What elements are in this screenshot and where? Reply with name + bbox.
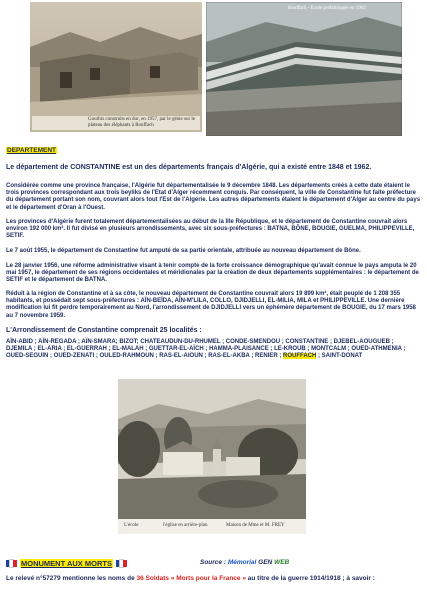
- french-flag-icon: [116, 560, 127, 567]
- intro-paragraph: [6, 164, 421, 172]
- photo-gourbis: [30, 2, 202, 132]
- source-memorial-link[interactable]: Mémorial: [227, 559, 257, 566]
- source-gen: GEN: [256, 559, 273, 566]
- source-credit: [200, 559, 289, 566]
- source-web: WEB: [272, 559, 290, 566]
- footer-text-end: au titre de la guerre 1914/1918 ; à savoir :: [245, 575, 375, 582]
- photo-caption: Gourbis construits en dur, en 1957, par le génie sur le plateau des éléphants à Rouffach: [88, 117, 195, 128]
- footer-soldiers-count: 36 Soldats « Morts pour la France »: [136, 575, 246, 582]
- footer-text: Le relevé n°57279 mentionne les noms de: [6, 575, 137, 582]
- photo-caption-ecole: L'école: [124, 523, 139, 528]
- paragraph-history-4: Le 28 janvier 1956, une réforme administrative visant à tenir compte de la forte croissance démographique qu'avait connue le pays amputa le 20 mai 1957, le département de ses régions occidentales et méridionales par la création de deux départements supplémentaires : le département de SETIF et le département de BATNA.: [6, 263, 419, 284]
- monument-title: MONUMENT AUX MORTS: [21, 559, 112, 568]
- paragraph-history-3: Le 7 août 1955, le département de Constantine fut amputé de sa partie orientale, attribuée au nouveau département de Bône.: [6, 248, 361, 254]
- photo-caption-maison: Maison de Mme et M. FREY: [226, 523, 285, 528]
- monument-heading: [6, 559, 127, 568]
- arrondissement-heading: [6, 327, 421, 335]
- paragraph-history-5: Réduit à la région de Constantine et à sa côte, le nouveau département de Constantine couvrait alors 19 899 km², était peuplé de 1 208 355 habitants, et possédait sept sous-préfectures : AÏN-BEÏDA, AÏN-M'LILA, COLLO, DJIDJELLI, EL-MILIA, MILA et PHILIPPEVILLE. Une dernière modification lui fit perdre temporairement au Nord, l'arrondissement de DJIDJELLI vers un éphémère département de BOUGIE, du 17 mars 1958 au 7 novembre 1959.: [6, 291, 416, 319]
- intro-constantine: CONSTANTINE: [70, 164, 121, 171]
- photo-caption: Rouffach - Ecole préfabriquée en 1962: [288, 6, 366, 11]
- paragraph-history-2: Les provinces d'Algérie furent totalement départementalisées au début de la IIIe République, et le département de Constantine couvrait alors environ 192 000 km². Il fut divisé en plusieurs arrondissements, avec six sous-préfectures : BATNA, BÔNE, BOUGIE, GUELMA, PHILIPPEVILLE, SETIF.: [6, 219, 415, 240]
- intro-text-end: est un des départements français d'Algérie, qui a existé entre 1848 et 1962.: [120, 164, 372, 171]
- arrondissement-suffix: comprenait 25 localités :: [118, 327, 202, 334]
- french-flag-icon: [6, 560, 17, 567]
- footer-paragraph: [6, 575, 421, 583]
- intro-text: Le département de: [6, 164, 71, 171]
- section-title-departement: DEPARTEMENT: [7, 147, 56, 154]
- photo-caption-eglise: l'église en arrière-plan: [163, 523, 208, 528]
- photo-village: [118, 379, 306, 534]
- arrondissement-title: L'Arrondissement de Constantine: [6, 327, 119, 334]
- locality-rouffach: ROUFFACH: [282, 353, 317, 360]
- photo-ecole-prefabriquee: [206, 2, 402, 136]
- paragraph-history-1: Considérée comme une province française, l'Algérie fut départementalisée le 9 décembre 1848. Les départements créés à cette date étaient le trois provinces correspondant aux trois beyliks de l'Etat d'Alger récemment conquis. Par conséquent, la ville de Constantine fut faite préfecture du département portant son nom, couvrant alors tout l'Est de l'Algérie. Les autres départements étaient le département d'Alger au centre du pays et le département d'Oran à l'Ouest.: [6, 183, 421, 211]
- source-label: Source :: [200, 559, 228, 566]
- localities-list: [6, 339, 421, 361]
- localities-text-end: ; SAINT-DONAT: [316, 353, 363, 360]
- localities-text: AÏN-ABID ; AÏN-REGADA ; AÏN-SMARA; BIZOT; CHATEAUDUN-DU-RHUMEL ; CONDE-SMENDOU ; CONSTANTINE ; DJEBEL-AOUGUEB ; DJEMILA ; EL-ARIA ; EL-GUERRAH ; EL-MALAH ; GUETTAR-EL-AÏCH ; HAMMA-PLAISANCE ; LE-KROUB ; MONTCALM ; OUED-ATHMENIA ; OUED-SEGUIN ; OUED-ZENATI ; OULED-RAHMOUN ; RAS-EL-AIOUN ; RAS-EL-AKBA ; RENIER ;: [6, 339, 406, 360]
